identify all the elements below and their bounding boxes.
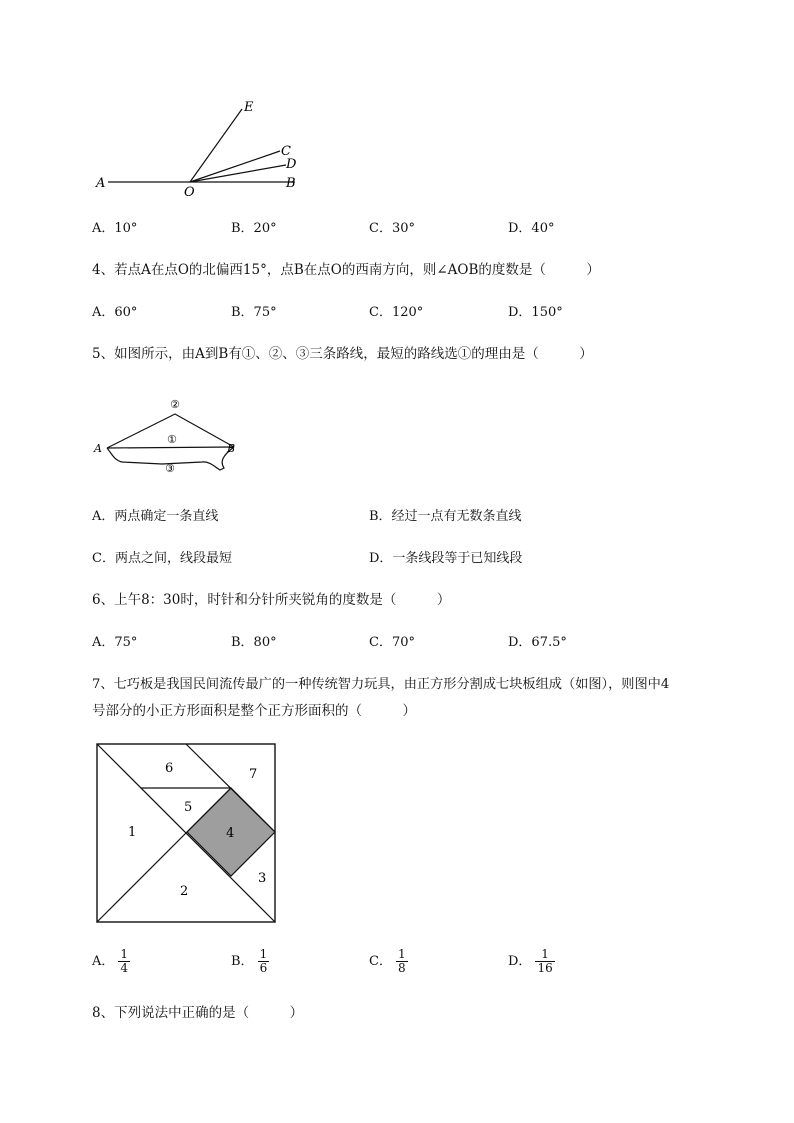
q4-stem: 4、若点A在点O的北偏西15°，点B在点O的西南方向，则∠AOB的度数是（ ） <box>92 262 600 278</box>
tangram-label-3: 3 <box>258 871 267 886</box>
numerator: 1 <box>535 948 554 962</box>
tangram-label-2: 2 <box>180 884 189 899</box>
q4-option-a[interactable]: A．60° <box>92 305 138 320</box>
numerator: 1 <box>397 947 406 961</box>
q4-option-b[interactable]: B．75° <box>231 305 277 320</box>
q5-option-c[interactable]: C．两点之间，线段最短 <box>92 551 232 566</box>
fraction <box>258 948 270 975</box>
q5-stem: 5、如图所示，由A到B有①、②、③三条路线，最短的路线选①的理由是（ ） <box>92 346 593 362</box>
label-D: D <box>286 157 297 172</box>
q6-option-d[interactable]: D．67.5° <box>508 635 567 650</box>
q8-stem: 8、下列说法中正确的是（ ） <box>92 1005 304 1021</box>
label-route-B: B <box>227 442 236 455</box>
q3-option-d[interactable]: D．40° <box>508 221 555 236</box>
tangram-label-6: 6 <box>165 761 174 776</box>
q7-option-d[interactable] <box>508 948 555 975</box>
tangram-label-5: 5 <box>184 800 193 815</box>
tangram-label-1: 1 <box>128 825 137 840</box>
q5-option-d[interactable]: D．一条线段等于已知线段 <box>369 551 523 566</box>
label-B: B <box>286 176 296 191</box>
q3-option-a[interactable]: A．10° <box>92 221 138 236</box>
q7-stem-line1: 7、七巧板是我国民间流传最广的一种传统智力玩具，由正方形分割成七块板组成（如图），则图中4 <box>92 677 670 692</box>
option-letter: A． <box>92 954 115 969</box>
label-C: C <box>281 144 291 159</box>
numerator: 1 <box>259 947 268 961</box>
q5-option-b[interactable]: B．经过一点有无数条直线 <box>369 509 522 524</box>
tangram-label-7: 7 <box>249 767 258 782</box>
option-letter: B． <box>231 954 254 969</box>
q4-option-d[interactable]: D．150° <box>508 305 563 320</box>
numerator: 1 <box>120 947 129 961</box>
denominator: 6 <box>259 961 268 975</box>
q3-option-b[interactable]: B．20° <box>231 221 277 236</box>
option-letter: D． <box>508 954 532 969</box>
fraction <box>118 948 130 975</box>
q6-option-c[interactable]: C．70° <box>369 635 415 650</box>
label-O: O <box>184 185 195 200</box>
option-letter: C． <box>369 954 392 969</box>
tangram-figure <box>96 743 278 925</box>
fraction <box>535 948 554 975</box>
tangram-label-4: 4 <box>226 826 235 841</box>
denominator: 16 <box>537 961 553 975</box>
q3-option-c[interactable]: C．30° <box>369 221 415 236</box>
q6-stem: 6、上午8：30时，时针和分针所夹锐角的度数是（ ） <box>92 592 451 608</box>
q7-option-c[interactable] <box>369 948 408 975</box>
q7-option-a[interactable] <box>92 948 130 975</box>
fraction <box>396 948 408 975</box>
q7-option-b[interactable] <box>231 948 269 975</box>
q6-option-a[interactable]: A．75° <box>92 635 138 650</box>
q6-option-b[interactable]: B．80° <box>231 635 277 650</box>
q7-stem-line2: 号部分的小正方形面积是整个正方形面积的（ ） <box>92 703 416 719</box>
angle-figure <box>90 95 320 205</box>
q5-option-a[interactable]: A．两点确定一条直线 <box>92 509 219 524</box>
label-A: A <box>96 176 106 191</box>
label-E: E <box>244 100 254 115</box>
route-figure <box>92 392 252 482</box>
label-route-1: ① <box>167 433 177 446</box>
label-route-3: ③ <box>165 462 175 475</box>
label-route-2: ② <box>170 398 180 411</box>
q4-option-c[interactable]: C．120° <box>369 305 424 320</box>
denominator: 8 <box>397 961 406 975</box>
label-route-A: A <box>94 442 102 455</box>
denominator: 4 <box>120 961 129 975</box>
